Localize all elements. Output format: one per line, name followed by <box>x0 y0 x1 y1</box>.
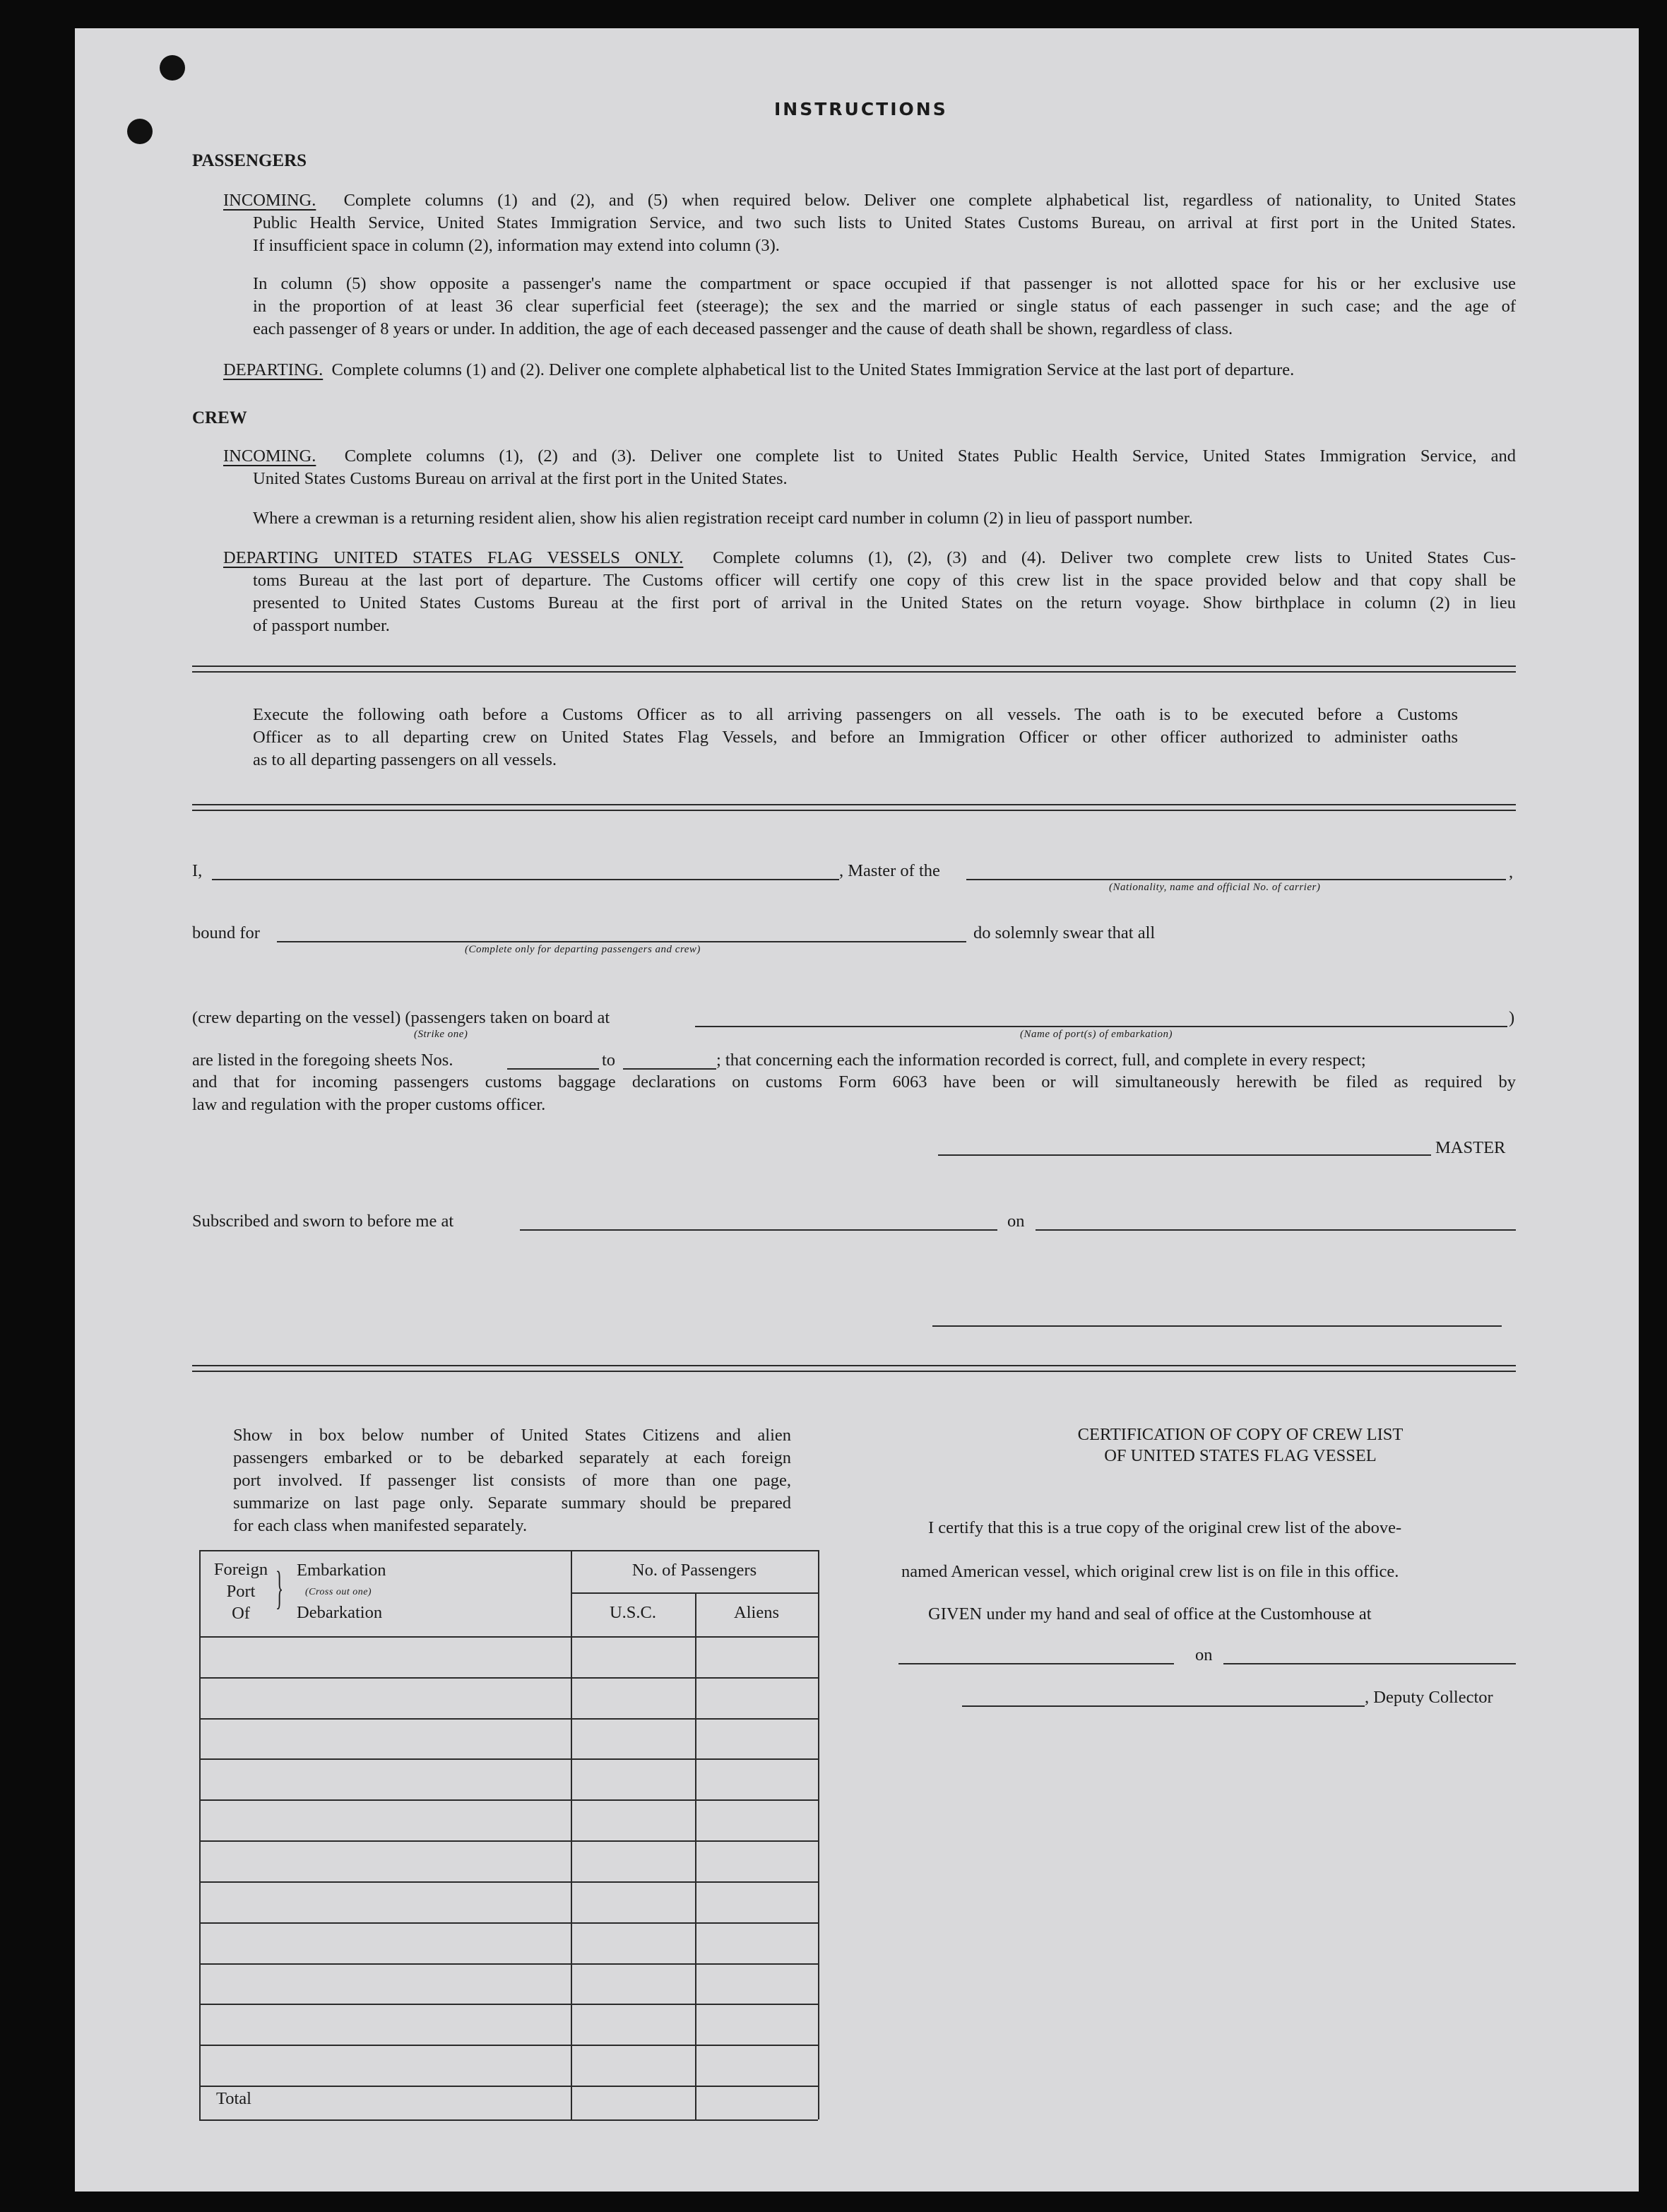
table-row-line <box>199 1963 818 1965</box>
crew-heading: CREW <box>192 408 247 427</box>
table-row-line <box>199 2045 818 2046</box>
crew-incoming: INCOMING. Complete columns (1), (2) and (3). Deliver one complete list to United States Public Health Service, United States Immigration Service, and <box>223 446 1517 466</box>
master-name-field[interactable] <box>212 879 839 880</box>
master-of-label: , Master of the <box>839 861 940 880</box>
bound-for-label: bound for <box>192 923 260 942</box>
certification-heading: CERTIFICATION OF COPY OF CREW LIST OF UNITED STATES FLAG VESSEL <box>1077 1425 1404 1465</box>
crew-incoming-cont: United States Customs Bureau on arrival at the first port in the United States. <box>253 469 788 488</box>
given-line: GIVEN under my hand and seal of office at the Customhouse at <box>928 1604 1372 1623</box>
deputy-collector-label: , Deputy Collector <box>1365 1688 1493 1707</box>
aliens-header: Aliens <box>734 1603 779 1622</box>
table-row-line <box>199 1799 818 1801</box>
foreign-port-of-label: Foreign Port Of <box>213 1560 268 1623</box>
sworn-on-date-field[interactable] <box>1036 1229 1516 1231</box>
table-row-line <box>199 2004 818 2005</box>
debarkation-label[interactable]: Debarkation <box>297 1603 383 1622</box>
embarkation-port-field[interactable] <box>695 1026 1507 1027</box>
passengers-heading: PASSENGERS <box>192 151 307 170</box>
punch-hole <box>127 119 153 144</box>
crew-incoming-label: INCOMING. <box>223 446 316 466</box>
officer-signature-field[interactable] <box>932 1325 1502 1327</box>
sworn-at-field[interactable] <box>520 1229 997 1231</box>
page-title: INSTRUCTIONS <box>774 99 948 119</box>
carrier-field[interactable] <box>966 879 1506 880</box>
punch-hole <box>160 55 185 81</box>
passengers-incoming-cont: Public Health Service, United States Immigration Service, and two such lists to United States Customs Bureau, on arrival at first port in the United States. If insufficient space in column (2), information may extend into column (3). <box>253 213 1516 255</box>
resident-alien-note: Where a crewman is a returning resident alien, show his alien registration receipt card number in column (2) in lieu of passport number. <box>253 509 1193 528</box>
departing-label: DEPARTING. <box>223 360 324 379</box>
total-label: Total <box>216 2089 251 2108</box>
table-row-line <box>199 1922 818 1924</box>
strike-one-hint: (Strike one) <box>414 1029 468 1040</box>
master-label: MASTER <box>1435 1138 1506 1157</box>
table-row-line <box>199 1677 818 1679</box>
table-row-line <box>199 1718 818 1720</box>
crew-passengers-label: (crew departing on the vessel) (passengers taken on board at <box>192 1008 610 1027</box>
form-page: INSTRUCTIONS PASSENGERS INCOMING. Complete columns (1) and (2), and (5) when required below. Deliver one complete alphabetical list, regardless of nationality, to United States Public Health Service, United States Immigration Service, and two such lists to United States Customs Bureau, on arrival at first port in the United States. If insufficient space in column (2), information may extend into column (3). In column (5) show opposite a passenger's name the compartment or space occupied if that passenger is not allotted space for his or her exclusive use in the proportion of at least 36 clear superficial feet (steerage); the sex and the married or single status of each passenger in such case; and the age of each passenger of 8 years or under. In addition, the age of each deceased passenger and the cause of death shall be shown, regardless of class. DEPARTING. Complete columns (1) and (2). Deliver one complete alphabetical list to the United States Immigration Service at the last port of departure. CREW INCOMING. Complete columns (1), (2) and (3). Deliver one complete list to United States Public Health Service, United States Immigration Service, and United States Customs Bureau on arrival at the first port in the United States. Where a crewman is a returning resident alien, show his alien registration receipt card number in column (2) in lieu of passport number. DEPARTING UNITED STATES FLAG VESSELS ONLY. Complete columns (1), (2), (3) and (4). Deliver two complete crew lists to United States Cus- toms Bureau at the last port of departure. The Customs officer will certify one copy of this crew list in the space provided below and that copy shall be presented to United States Customs Bureau at the first port of arrival in the United States on the return voyage. Show birthplace in column (2) in lieu of passport number. Execute the following oath before a Customs Officer as to all arriving passengers on all vessels. The oath is to be executed before a Customs Officer as to all departing crew on United States Flag Vessels, and before an Immigration Officer or other officer authorized to administer oaths as to all departing passengers on all vessels. I, , Master of the , (Nationality, name and official No. of carrier) bound for (Complete only for departing passengers and crew) do solemnly swear that all (crew departing on the vessel) (passengers taken on board at ) (Strike one) (Name of port(s) of embarkation) are listed in the foregoing sheets Nos. to ; that concerning each the information recorded is correct, full, and complete in every respect; and that for incoming passengers customs baggage declarations on customs Form 6063 have been or will simultaneously herewith be filed as required by law and regulation with the proper customs officer. MASTER Subscribed and sworn to before me at on Show in box below number of United States Citizens and alien passengers embarked or to be debarked separately at each foreign port involved. If passenger list consists of more than one page, summarize on last page only. Separate summary should be prepared for each class when manifested separately. Foreign Port Of } Embarkation (Cross out one) Debarkation No. of Passengers U.S.C. Aliens Total CERTIFICATION OF COPY OF CREW LIST OF UNITED STATES FLAG VESSEL I certify that this is a true copy of the original crew list of the above- named American vessel, which original crew list is on file in this office. GIVEN under my hand and seal of office at the Customhouse at on , Deputy Collector <box>75 28 1639 2192</box>
brace-icon: } <box>275 1562 284 1614</box>
crew-departing-cont: toms Bureau at the last port of departure. The Customs officer will certify one copy of this crew list in the space provided below and that copy shall be presented to United States Customs Bureau at the first port of arrival in the United States on the return voyage. Show birthplace in column (2) in lieu of passport number. <box>253 571 1516 635</box>
bound-for-hint: (Complete only for departing passengers and crew) <box>465 944 701 955</box>
oath-body: and that for incoming passengers customs baggage declarations on customs Form 6063 have been or will simultaneously herewith be filed as required by law and regulation with the proper customs officer. <box>192 1072 1516 1114</box>
sheet-to-field[interactable] <box>623 1068 716 1070</box>
cross-out-hint: (Cross out one) <box>305 1587 372 1597</box>
section-divider <box>192 1365 1516 1372</box>
deputy-signature-field[interactable] <box>962 1705 1365 1707</box>
certify-line-2: named American vessel, which original crew list is on file in this office. <box>901 1562 1399 1581</box>
summary-instructions: Show in box below number of United States Citizens and alien passengers embarked or to be debarked separately at each foreign port involved. If passenger list consists of more than one page, summarize on last page only. Separate summary should be prepared for each class when manifested separately. <box>233 1426 791 1535</box>
usc-header: U.S.C. <box>609 1603 657 1622</box>
subscribed-label: Subscribed and sworn to before me at <box>192 1212 454 1231</box>
solemnly-swear: do solemnly swear that all <box>973 923 1156 942</box>
no-passengers-header: No. of Passengers <box>631 1561 757 1580</box>
customhouse-field[interactable] <box>898 1663 1174 1664</box>
port-hint: (Name of port(s) of embarkation) <box>1020 1029 1173 1040</box>
table-row-line <box>199 1881 818 1883</box>
embarkation-label[interactable]: Embarkation <box>297 1561 386 1580</box>
table-row-line <box>199 1758 818 1760</box>
table-row-line <box>199 2086 818 2087</box>
bound-for-field[interactable] <box>277 941 966 942</box>
section-divider <box>192 666 1516 673</box>
table-row-line <box>199 1840 818 1842</box>
incoming-label: INCOMING. <box>223 191 316 210</box>
passengers-incoming: INCOMING. Complete columns (1) and (2), and (5) when required below. Deliver one complete alphabetical list, regardless of nationality, to United States <box>223 191 1517 210</box>
oath-i-label: I, <box>192 861 203 880</box>
nationality-hint: (Nationality, name and official No. of carrier) <box>1109 882 1321 893</box>
column5-paragraph: In column (5) show opposite a passenger's name the compartment or space occupied if that passenger is not allotted space for his or her exclusive use in the proportion of at least 36 clear superficial feet (steerage); the sex and the married or single status of each passenger in such case; and the age of each passenger of 8 years or under. In addition, the age of each deceased passenger and the cause of death shall be shown, regardless of class. <box>253 274 1516 338</box>
crew-departing: DEPARTING UNITED STATES FLAG VESSELS ONLY. Complete columns (1), (2), (3) and (4). Deliver two complete crew lists to United States Cus- <box>223 548 1516 567</box>
passengers-departing: DEPARTING. Complete columns (1) and (2). Deliver one complete alphabetical list to the United States Immigration Service at the last port of departure. <box>223 360 1295 379</box>
certify-line-1: I certify that this is a true copy of the original crew list of the above- <box>928 1518 1402 1537</box>
crew-departing-label: DEPARTING UNITED STATES FLAG VESSELS ONLY. <box>223 548 684 567</box>
sheet-from-field[interactable] <box>507 1068 599 1070</box>
master-signature-field[interactable] <box>938 1154 1431 1156</box>
oath-instructions: Execute the following oath before a Customs Officer as to all arriving passengers on all vessels. The oath is to be executed before a Customs Officer as to all departing crew on United States Flag Vessels, and before an Immigration Officer or other officer authorized to administer oaths as to all departing passengers on all vessels. <box>253 705 1458 769</box>
section-divider <box>192 804 1516 811</box>
certification-date-field[interactable] <box>1223 1663 1516 1664</box>
